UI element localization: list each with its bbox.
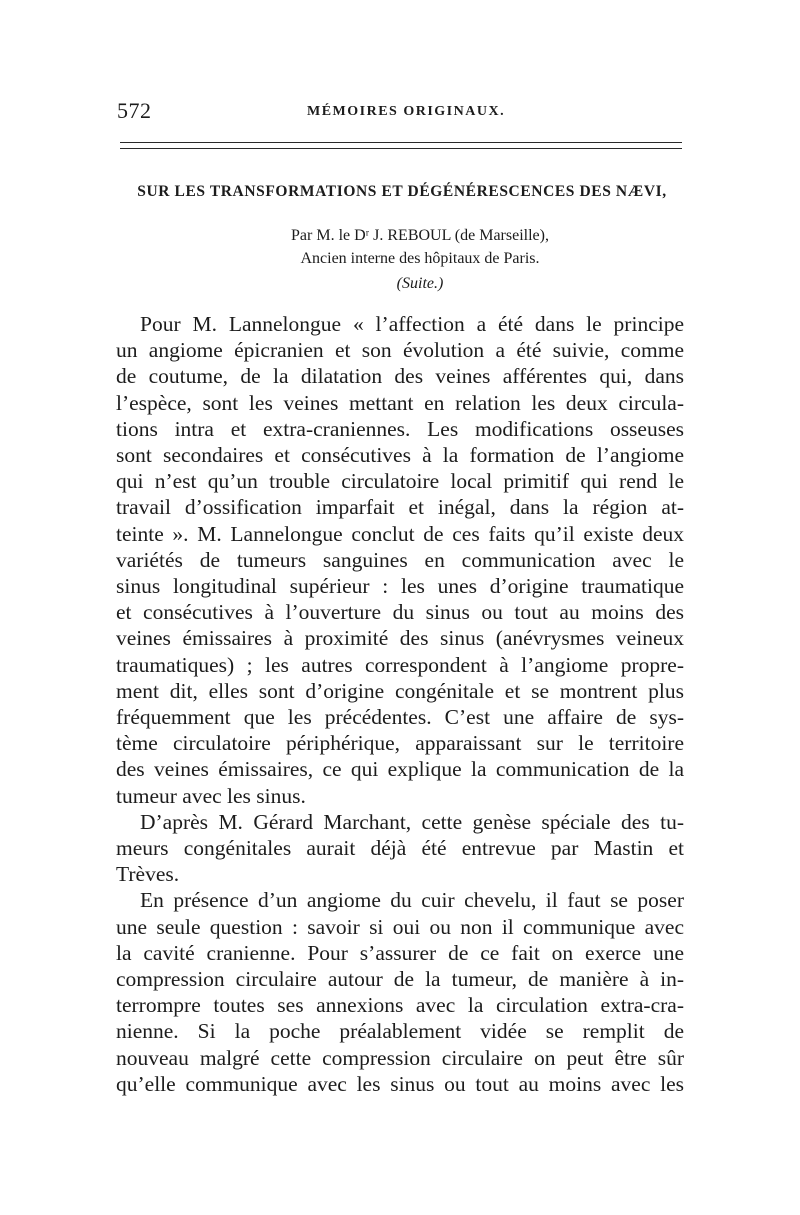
text-line: qui n’est qu’un trouble circulatoire local primitif qui rend le bbox=[116, 469, 684, 494]
text-line: la cavité cranienne. Pour s’assurer de ce fait on exerce une bbox=[116, 940, 684, 965]
text-line: sont secondaires et consécutives à la formation de l’angiome bbox=[116, 443, 684, 468]
article-title: SUR LES TRANSFORMATIONS ET DÉGÉNÉRESCENCES DES NÆVI, bbox=[137, 183, 667, 200]
running-header bbox=[117, 98, 683, 128]
text-line: teinte ». M. Lannelongue conclut de ces faits qu’il existe deux bbox=[116, 521, 684, 546]
continuation-note: (Suite.) bbox=[396, 275, 444, 292]
text-line: D’après M. Gérard Marchant, cette genèse spéciale des tu- bbox=[140, 809, 684, 834]
author-credentials: Ancien interne des hôpitaux de Paris. bbox=[300, 250, 540, 267]
text-line: variétés de tumeurs sanguines en communication avec le bbox=[116, 547, 684, 572]
text-line: travail d’ossification imparfait et inégal, dans la région at- bbox=[116, 495, 684, 520]
text-line: meurs congénitales aurait déjà été entrevue par Mastin et bbox=[116, 836, 684, 861]
text-line: tème circulatoire périphérique, apparaissant sur le territoire bbox=[116, 731, 684, 756]
text-line: des veines émissaires, ce qui explique la communication de la bbox=[116, 757, 684, 782]
text-line: qu’elle communique avec les sinus ou tout au moins avec les bbox=[116, 1071, 684, 1096]
header-rule-bottom bbox=[120, 148, 682, 149]
text-line: compression circulaire autour de la tumeur, de manière à in- bbox=[116, 967, 684, 992]
page-number: 572 bbox=[117, 98, 152, 123]
text-line: une seule question : savoir si oui ou non il communique avec bbox=[116, 914, 684, 939]
text-line: de coutume, de la dilatation des veines afférentes qui, dans bbox=[116, 364, 684, 389]
text-line: tions intra et extra-craniennes. Les modifications osseuses bbox=[116, 416, 684, 441]
text-line: nouveau malgré cette compression circulaire on peut être sûr bbox=[116, 1045, 684, 1070]
text-line: nienne. Si la poche préalablement vidée se remplit de bbox=[116, 1019, 684, 1044]
text-line: En présence d’un angiome du cuir chevelu, il faut se poser bbox=[140, 888, 684, 913]
text-line: un angiome épicranien et son évolution a été suivie, comme bbox=[116, 338, 684, 363]
text-line: Trèves. bbox=[116, 862, 180, 887]
article-body bbox=[116, 311, 684, 1097]
text-line: l’espèce, sont les veines mettant en relation les deux circula- bbox=[116, 390, 684, 415]
paragraph-1 bbox=[116, 311, 684, 809]
text-line: terrompre toutes ses annexions avec la circulation extra-cra- bbox=[116, 993, 684, 1018]
text-line: Pour M. Lannelongue « l’affection a été dans le principe bbox=[140, 312, 684, 336]
text-line: et consécutives à l’ouverture du sinus ou tout au moins des bbox=[116, 600, 684, 625]
text-line: veines émissaires à proximité des sinus (anévrysmes veineux bbox=[116, 626, 684, 651]
text-line: tumeur avec les sinus. bbox=[116, 783, 306, 808]
paragraph-3 bbox=[116, 887, 684, 1097]
text-line: traumatiques) ; les autres correspondent à l’angiome propre- bbox=[116, 652, 684, 677]
paragraph-2 bbox=[116, 809, 684, 888]
header-rule-top bbox=[120, 142, 682, 143]
running-title: MÉMOIRES ORIGINAUX. bbox=[307, 104, 506, 119]
text-line: ment dit, elles sont d’origine congénitale et se montrent plus bbox=[116, 678, 684, 703]
text-line: fréquemment que les précédentes. C’est une affaire de sys- bbox=[116, 705, 684, 730]
text-line: sinus longitudinal supérieur : les unes d’origine traumatique bbox=[116, 574, 684, 599]
author-line: Par M. le Dʳ J. REBOUL (de Marseille), bbox=[291, 227, 549, 244]
